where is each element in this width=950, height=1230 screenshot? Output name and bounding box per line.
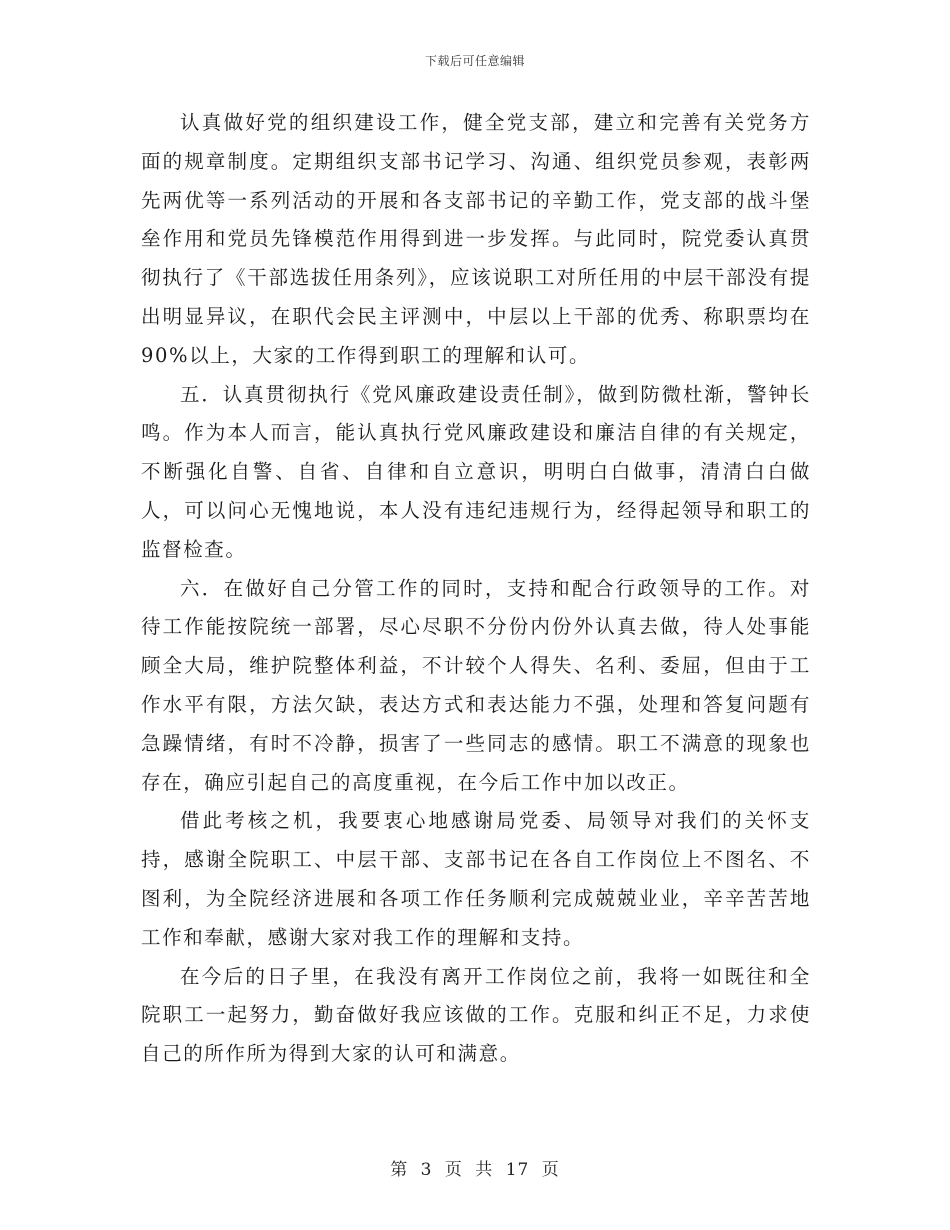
paragraph-thanks: 借此考核之机，我要衷心地感谢局党委、局领导对我们的关怀支持，感谢全院职工、中层干部、支部书记在各自工作岗位上不图名、不图利，为全院经济进展和各项工作任务顺利完成兢兢业业，辛辛苦苦地工作和奉献，感谢大家对我工作的理解和支持。 — [141, 809, 811, 949]
paragraph-supporting-administration: 六．在做好自己分管工作的同时，支持和配合行政领导的工作。对待工作能按院统一部署，尽心尽职不分份内份外认真去做，待人处事能顾全大局，维护院整体利益，不计较个人得失、名利、委屈，但由于工作水平有限，方法欠缺，表达方式和表达能力不强，处理和答复问题有急躁情绪，有时不冷静，损害了一些同志的感情。职工不满意的现象也存在，确应引起自己的高度重视，在今后工作中加以改正。 — [141, 576, 811, 794]
paragraph-future: 在今后的日子里，在我没有离开工作岗位之前，我将一如既往和全院职工一起努力，勤奋做好我应该做的工作。克服和纠正不足，力求使自己的所作所为得到大家的认可和满意。 — [141, 964, 811, 1066]
document-body — [141, 104, 811, 1074]
paragraph-party-organization: 认真做好党的组织建设工作，健全党支部，建立和完善有关党务方面的规章制度。定期组织支部书记学习、沟通、组织党员参观，表彰两先两优等一系列活动的开展和各支部书记的辛勤工作，党支部的战斗堡垒作用和党员先锋模范作用得到进一步发挥。与此同时，院党委认真贯彻执行了《干部选拔任用条列》，应该说职工对所任用的中层干部没有提出明显异议，在职代会民主评测中，中层以上干部的优秀、称职票均在90%以上，大家的工作得到职工的理解和认可。 — [141, 111, 811, 367]
page-number-footer: 第 3 页 共 17 页 — [390, 1160, 560, 1180]
page-header-note: 下载后可任意编辑 — [424, 54, 525, 68]
paragraph-clean-governance: 五．认真贯彻执行《党风廉政建设责任制》，做到防微杜渐，警钟长鸣。作为本人而言，能认真执行党风廉政建设和廉洁自律的有关规定，不断强化自警、自省、自律和自立意识，明明白白做事，清清白白做人，可以问心无愧地说，本人没有违纪违规行为，经得起领导和职工的监督检查。 — [141, 382, 811, 561]
